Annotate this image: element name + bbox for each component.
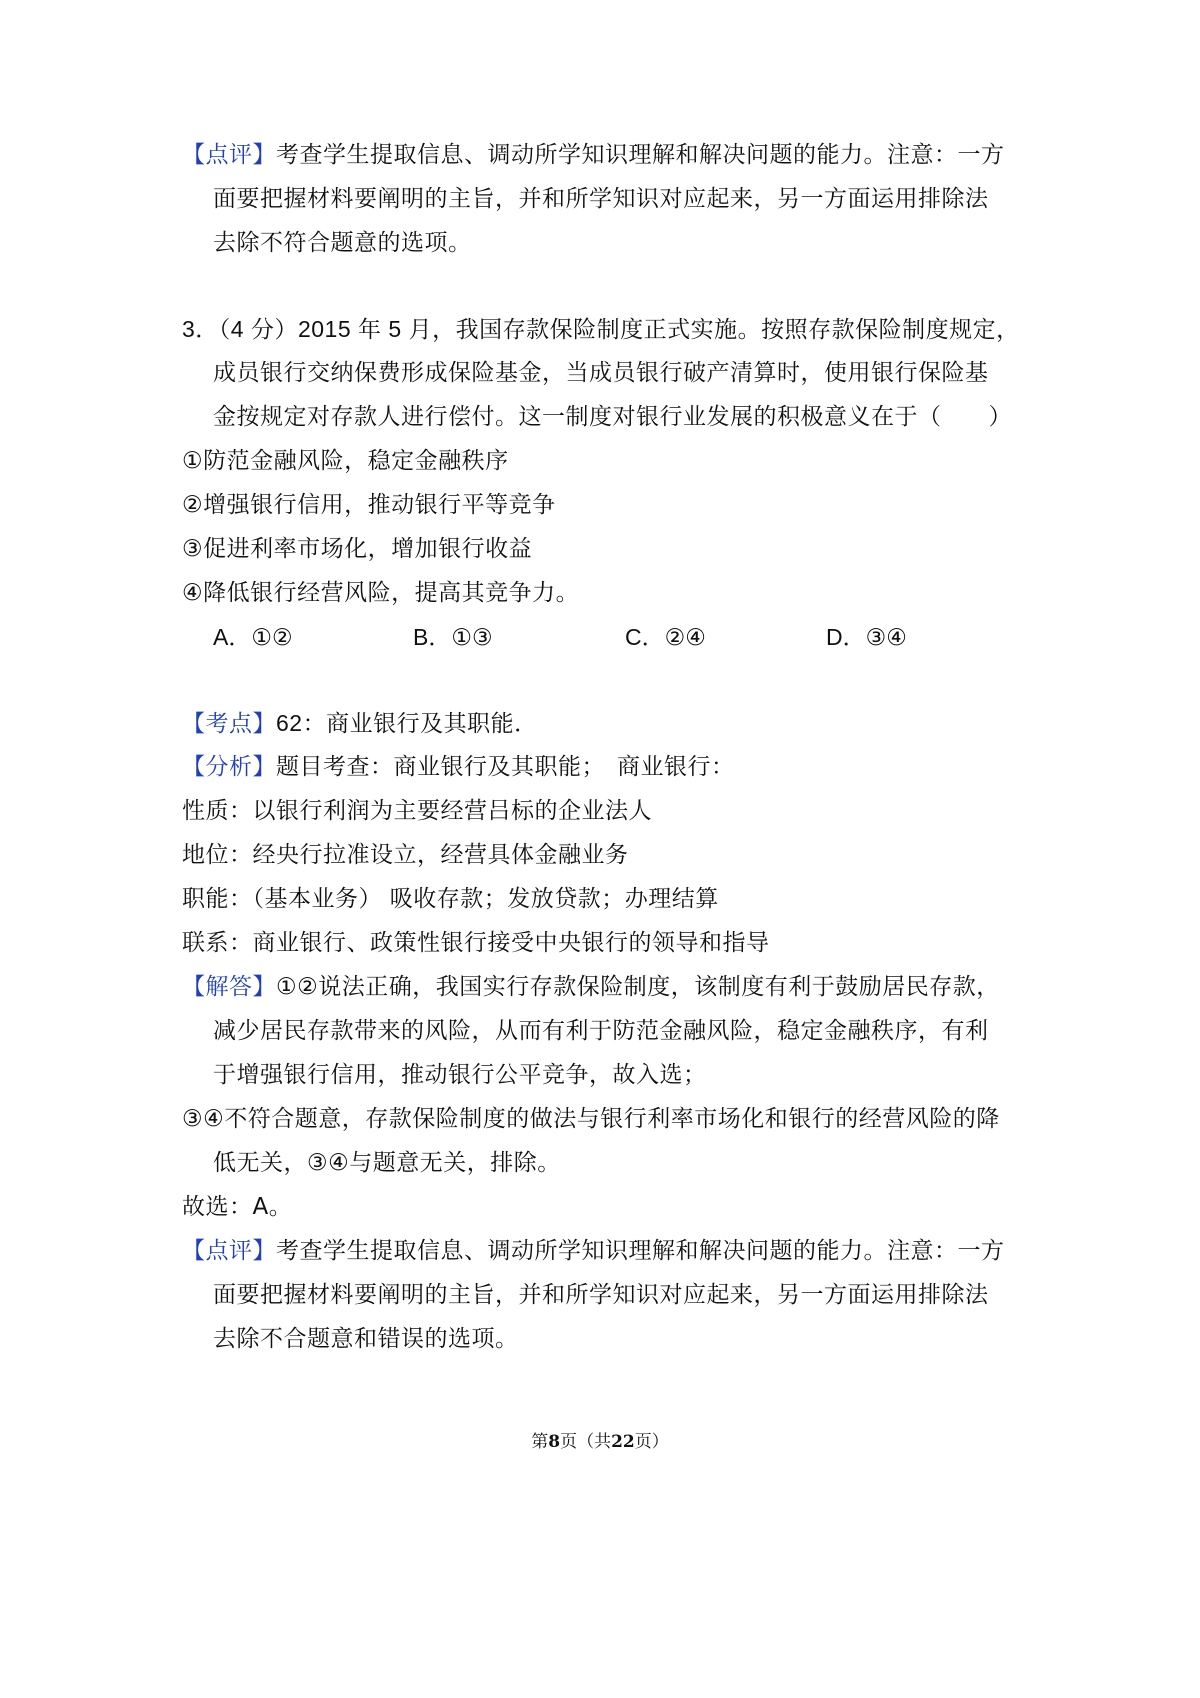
review2-tag: 【点评】 bbox=[182, 1238, 276, 1264]
review2-line3: 去除不合题意和错误的选项。 bbox=[213, 1326, 519, 1352]
fenxi-line bbox=[182, 752, 735, 782]
detail-status: 地位：经央行拉准设立，经营具体金融业务 bbox=[182, 842, 629, 868]
review1-line2: 面要把握材料要阐明的主旨，并和所学知识对应起来，另一方面运用排除法 bbox=[213, 186, 989, 212]
question3-line1: 3．（4 分）2015 年 5 月，我国存款保险制度正式实施。按照存款保险制度规定， bbox=[182, 316, 1020, 342]
answer-line1 bbox=[182, 972, 1000, 1002]
option-d: D．③④ bbox=[826, 624, 907, 650]
review1-line3: 去除不符合题意的选项。 bbox=[213, 230, 472, 256]
answer-line4: ③④不符合题意，存款保险制度的做法与银行利率市场化和银行的经营风险的降 bbox=[182, 1106, 1000, 1132]
answer-options bbox=[213, 622, 953, 652]
review1-line1 bbox=[182, 140, 1005, 170]
statement-1: ①防范金融风险，稳定金融秩序 bbox=[182, 448, 509, 474]
review2-line1 bbox=[182, 1236, 1005, 1266]
kaodian-text: 62：商业银行及其职能． bbox=[276, 710, 538, 736]
review2-line2: 面要把握材料要阐明的主旨，并和所学知识对应起来，另一方面运用排除法 bbox=[213, 1282, 989, 1308]
option-c: C．②④ bbox=[625, 624, 706, 650]
footer-page-number: 8 bbox=[548, 1432, 561, 1452]
option-a: A．①② bbox=[213, 624, 293, 650]
option-b: B．①③ bbox=[413, 624, 493, 650]
answer-text-1: ①②说法正确，我国实行存款保险制度，该制度有利于鼓励居民存款， bbox=[276, 974, 1000, 1000]
question3-line3: 金按规定对存款人进行偿付。这一制度对银行业发展的积极意义在于（ ） bbox=[213, 404, 1012, 430]
detail-nature: 性质：以银行利润为主要经营吕标的企业法人 bbox=[182, 798, 652, 824]
footer-prefix: 第 bbox=[531, 1432, 549, 1452]
statement-4: ④降低银行经营风险，提高其竞争力。 bbox=[182, 580, 580, 606]
statement-2: ②增强银行信用，推动银行平等竞争 bbox=[182, 492, 556, 518]
fenxi-tag: 【分析】 bbox=[182, 754, 276, 780]
page-footer bbox=[0, 1430, 1200, 1454]
review2-text-1: 考查学生提取信息、调动所学知识理解和解决问题的能力。注意：一方 bbox=[276, 1238, 1005, 1264]
fenxi-text: 题目考查：商业银行及其职能； 商业银行： bbox=[276, 754, 735, 780]
answer-line3: 于增强银行信用，推动银行公平竞争，故入选； bbox=[213, 1062, 707, 1088]
answer-line2: 减少居民存款带来的风险，从而有利于防范金融风险，稳定金融秩序，有利 bbox=[213, 1018, 989, 1044]
review1-text-1: 考查学生提取信息、调动所学知识理解和解决问题的能力。注意：一方 bbox=[276, 142, 1005, 168]
statement-3: ③促进利率市场化，增加银行收益 bbox=[182, 536, 533, 562]
answer-tag: 【解答】 bbox=[182, 974, 276, 1000]
footer-middle: 页（共 bbox=[560, 1432, 612, 1452]
footer-suffix: 页） bbox=[634, 1432, 669, 1452]
detail-relation: 联系：商业银行、政策性银行接受中央银行的领导和指导 bbox=[182, 930, 770, 956]
detail-function: 职能：（基本业务） 吸收存款；发放贷款；办理结算 bbox=[182, 886, 719, 912]
review-tag: 【点评】 bbox=[182, 142, 276, 168]
question3-line2: 成员银行交纳保费形成保险基金，当成员银行破产清算时，使用银行保险基 bbox=[213, 360, 989, 386]
answer-conclusion: 故选：A。 bbox=[182, 1194, 293, 1220]
kaodian-line bbox=[182, 708, 538, 739]
answer-line5: 低无关，③④与题意无关，排除。 bbox=[213, 1150, 561, 1176]
kaodian-tag: 【考点】 bbox=[182, 711, 276, 737]
footer-total-pages: 22 bbox=[611, 1432, 635, 1452]
